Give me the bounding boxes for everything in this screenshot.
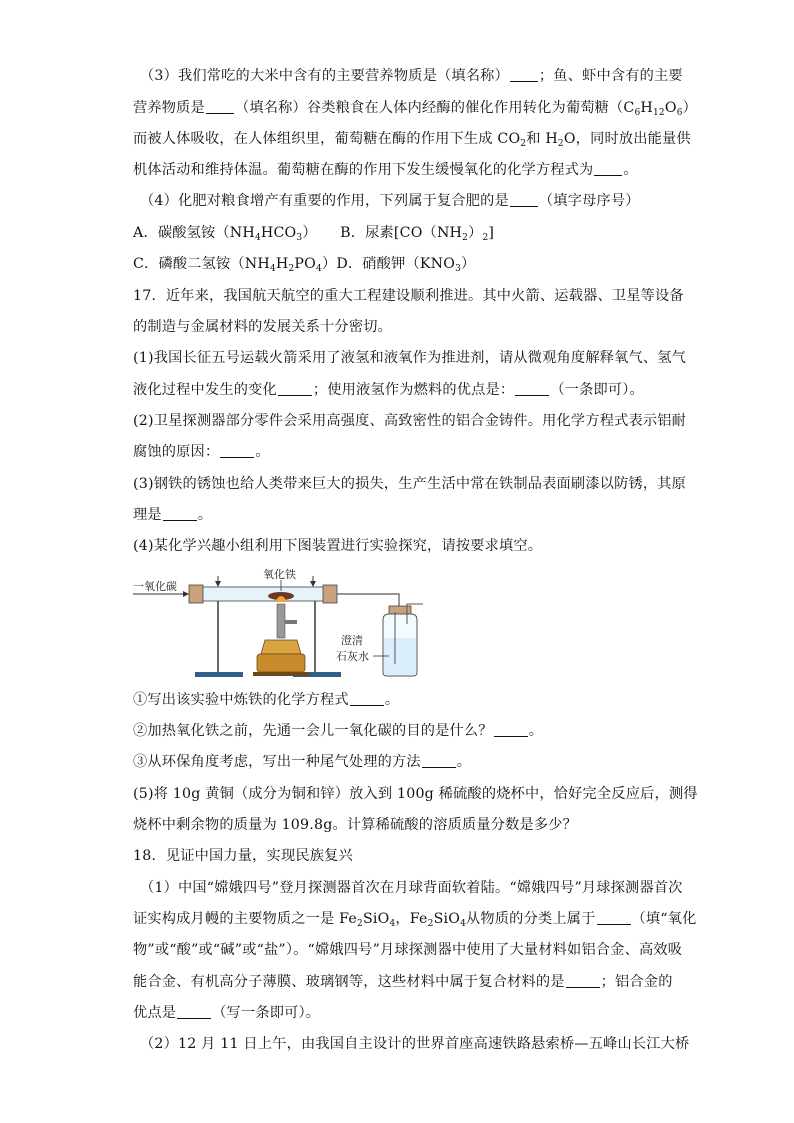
q16-p4-line1 — [140, 191, 640, 211]
text: SiO — [433, 911, 461, 927]
text: ；鱼、虾中含有的主要 — [538, 68, 683, 84]
text: ②加热氧化铁之前，先通一会儿一氧化碳的目的是什么？ — [133, 723, 493, 739]
text: 优点是 — [133, 1005, 177, 1021]
text: 而被人体吸收，在人体组织里，葡萄糖在酶的作用下生成 CO — [133, 131, 521, 147]
q17-s3-line1: (3)钢铁的锈蚀也给人类带来巨大的损失，生产生活中常在铁制品表面刷漆以防锈，其原 — [133, 476, 687, 492]
left-stopper — [189, 585, 203, 603]
q17-s5-line1: (5)将 10g 黄铜（成分为铜和锌）放入到 100g 稀硫酸的烧杯中，恰好完全反应后，测得 — [133, 786, 698, 802]
left-stand-base — [195, 672, 243, 677]
text: O，同时放出能量供 — [563, 131, 691, 147]
limewater — [384, 638, 416, 675]
q17-c3 — [133, 752, 471, 772]
answer-blank[interactable] — [510, 192, 538, 207]
answer-blank[interactable] — [350, 691, 384, 706]
q17-s1-line1: (1)我国长征五号运载火箭采用了液氢和液氧作为推进剂，请从微观角度解释氧气、氢气 — [133, 350, 687, 366]
right-clamp-arrow — [310, 581, 316, 587]
subscript: 2 — [427, 919, 434, 929]
answer-blank[interactable] — [515, 381, 549, 396]
q16-p3-line2 — [133, 98, 697, 118]
q17-s2-line2 — [133, 442, 270, 462]
subscript: 4 — [389, 919, 396, 929]
text: ①写出该实验中炼铁的化学方程式 — [133, 692, 349, 708]
text: SiO — [362, 911, 390, 927]
q18-title: 18．见证中国力量，实现民族复兴 — [133, 848, 353, 864]
text: （写一条即可）。 — [212, 1005, 321, 1021]
q16-p3-line1 — [140, 66, 683, 86]
text: （4）化肥对粮食增产有重要的作用，下列属于复合肥的是 — [140, 193, 509, 209]
q17-s1-line2 — [133, 380, 644, 400]
subscript: 2 — [557, 139, 564, 149]
q18-p1-line1: （1）中国“嫦娥四号”登月探测器首次在月球背面软着陆。“嫦娥四号”月球探测器首次 — [140, 880, 683, 896]
inlet-arrowhead — [183, 591, 189, 597]
answer-blank[interactable] — [422, 753, 456, 768]
text: 证实构成月幔的主要物质之一是 Fe — [133, 911, 357, 927]
text: 从物质的分类上属于 — [466, 911, 596, 927]
text: H — [640, 100, 653, 116]
text: 能合金、有机高分子薄膜、玻璃钢等，这些材料中属于复合材料的是 — [133, 974, 565, 990]
text: 液化过程中发生的变化 — [133, 382, 277, 398]
q18-p1-line3: 物”或“酸”或“碱”或“盐”）。“嫦娥四号”月球探测器中使用了大量材料如铝合金、高效吸 — [133, 942, 683, 958]
text: 机体活动和维持体温。葡萄糖在酶的作用下发生缓慢氧化的化学方程式为 — [133, 162, 594, 178]
q16-p3-line4 — [133, 160, 638, 180]
q17-s2-line1: (2)卫星探测器部分零件会采用高强度、高致密性的铝合金铸件。用化学方程式表示铝耐 — [133, 413, 687, 429]
burner-base — [257, 654, 305, 672]
q17-s3-line2 — [133, 505, 212, 525]
q17-c2 — [133, 721, 543, 741]
answer-blank[interactable] — [597, 910, 631, 925]
subscript: 2 — [520, 139, 527, 149]
bottle-stopper — [389, 606, 411, 614]
q17-s5-line2: 烧杯中剩余物的质量为 109.8g。计算稀硫酸的溶质质量分数是多少？ — [133, 817, 578, 833]
answer-blank[interactable] — [206, 99, 234, 114]
answer-blank[interactable] — [278, 381, 312, 396]
text: ，Fe — [395, 911, 428, 927]
text: 腐蚀的原因： — [133, 444, 220, 460]
answer-blank[interactable] — [566, 973, 600, 988]
text: 。 — [623, 162, 638, 178]
option-c[interactable]: C．磷酸二氢铵$(NH_4H_2PO_4)$ — [133, 256, 337, 274]
option-a[interactable]: A．碳酸氢铵$(NH_4HCO_3)$ — [133, 225, 317, 243]
text: （填字母序号） — [538, 193, 640, 209]
q16-p3-line3 — [133, 129, 691, 149]
subscript: 6 — [634, 108, 641, 118]
co-label: 一氧化碳 — [133, 580, 177, 593]
q17-intro-line2: 的制造与金属材料的发展关系十分密切。 — [133, 319, 392, 335]
text: 。 — [255, 444, 270, 460]
text: ；使用液氢作为燃料的优点是： — [312, 382, 515, 398]
subscript: 4 — [460, 919, 467, 929]
text: （3）我们常吃的大米中含有的主要营养物质是（填名称） — [140, 68, 509, 84]
q17-s4-line1: (4)某化学兴趣小组利用下图装置进行实验探究，请按要求填空。 — [133, 538, 543, 554]
text: 。 — [456, 754, 472, 770]
text: ） — [682, 100, 698, 116]
text: （填名称）谷类粮食在人体内经酶的催化作用转化为葡萄糖（C — [234, 100, 635, 116]
text: 。 — [528, 723, 544, 739]
subscript: 12 — [653, 108, 665, 118]
burner-knob — [285, 620, 297, 624]
text: 理是 — [133, 507, 162, 523]
option-b[interactable]: B．尿素$[CO(NH_2)_2]$ — [340, 225, 495, 243]
text: 。 — [384, 692, 400, 708]
right-stopper — [323, 585, 337, 603]
q18-p1-line2 — [133, 909, 697, 929]
burner-plate — [253, 672, 309, 676]
text: （填“氧化 — [631, 911, 697, 927]
text: 营养物质是 — [133, 100, 205, 116]
burner-bowl — [261, 640, 301, 654]
text: 和 H — [526, 131, 558, 147]
answer-blank[interactable] — [220, 443, 254, 458]
q18-p1-line4 — [133, 972, 673, 992]
text: O — [664, 100, 677, 116]
text: （一条即可）。 — [550, 382, 644, 398]
q17-c1 — [133, 690, 399, 710]
limewater-label-2: 石灰水 — [336, 650, 369, 663]
reaction-tube — [203, 587, 323, 601]
iron-oxide-label: 氧化铁 — [263, 568, 296, 581]
left-clamp-arrow — [215, 581, 221, 587]
q18-p2-line1: （2）12 月 11 日上午，由我国自主设计的世界首座高速铁路悬索桥—五峰山长江大桥 — [140, 1036, 690, 1052]
answer-blank[interactable] — [177, 1004, 211, 1019]
burner-chimney — [277, 604, 285, 638]
q16-options-ab — [133, 223, 494, 243]
subscript: 2 — [357, 919, 363, 929]
answer-blank[interactable] — [494, 722, 528, 737]
answer-blank[interactable] — [594, 161, 622, 176]
option-d[interactable]: D．硝酸钾$(KNO_3)$ — [336, 256, 476, 274]
text: ；铝合金的 — [600, 974, 673, 990]
text: ③从环保角度考虑，写出一种尾气处理的方法 — [133, 754, 421, 770]
q17-intro-line1: 17．近年来，我国航天航空的重大工程建设顺利推进。其中火箭、运载器、卫星等设备 — [133, 288, 684, 304]
limewater-label-1: 澄清 — [341, 634, 363, 647]
answer-blank[interactable] — [163, 506, 197, 521]
subscript: 6 — [676, 108, 683, 118]
co-reduction-apparatus-figure — [133, 568, 433, 680]
text: 。 — [197, 507, 213, 523]
answer-blank[interactable] — [510, 67, 538, 82]
q18-p1-line5 — [133, 1003, 320, 1023]
q16-options-cd — [133, 254, 475, 274]
